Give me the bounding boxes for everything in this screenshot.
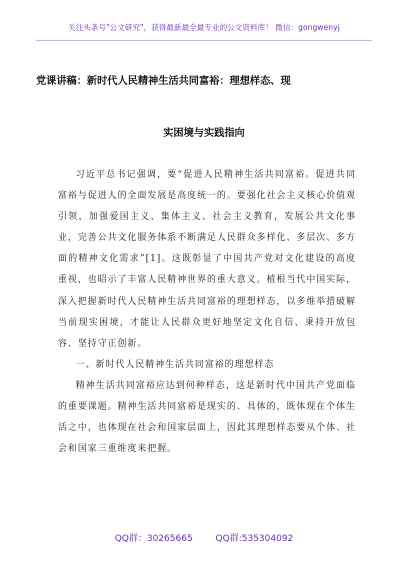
body-paragraph-2: 精神生活共同富裕应达到何种样态，这是新时代中国共产党面临的重要课题。精神生活共同富裕是现实的、具体的，既体现在个体生活之中，也体现在社会和国家层面上，因此其理想样态要从个体、社会和国家三重维度来把握。 (58, 380, 356, 455)
footer-qq-group-1: QQ群：30265665 (114, 534, 193, 544)
header-banner: 关注头条号"公文研究"，获得最新最全最专业的公文资料库！ 微信：gongwenyj (68, 23, 340, 32)
section-heading-1: 一、新时代人民精神生活共同富裕的理想样态 (75, 359, 275, 370)
footer (0, 531, 408, 544)
body-paragraph-1: 习近平总书记强调，要“促进人民精神生活共同富裕。促进共同富裕与促进人的全面发展是高度统一的。要强化社会主义核心价值观引领，加强爱国主义、集体主义、社会主义教育，发展公共文化事业，完善公共文化服务体系不断满足人民群众多样化、多层次、多方面的精神文化需求”[1]。这既彰显了中国共产党对文化建设的高度重视，也昭示了丰富人民精神世界的重大意义。植根当代中国实际，深入把握新时代人民精神生活共同富裕的理想样态，以多维举措破解当前现实困境，才能让人民群众更好地坚定文化自信、秉持开放包容、坚持守正创新。 (58, 170, 356, 349)
header-divider (36, 40, 372, 41)
document-title-line-2: 实困境与实践指向 (163, 128, 245, 139)
footer-qq-group-2: QQ群:535304092 (215, 534, 294, 544)
document-body (58, 165, 356, 460)
document-title-line-1: 党课讲稿：新时代人民精神生活共同富裕：理想样态、现 (36, 76, 291, 87)
